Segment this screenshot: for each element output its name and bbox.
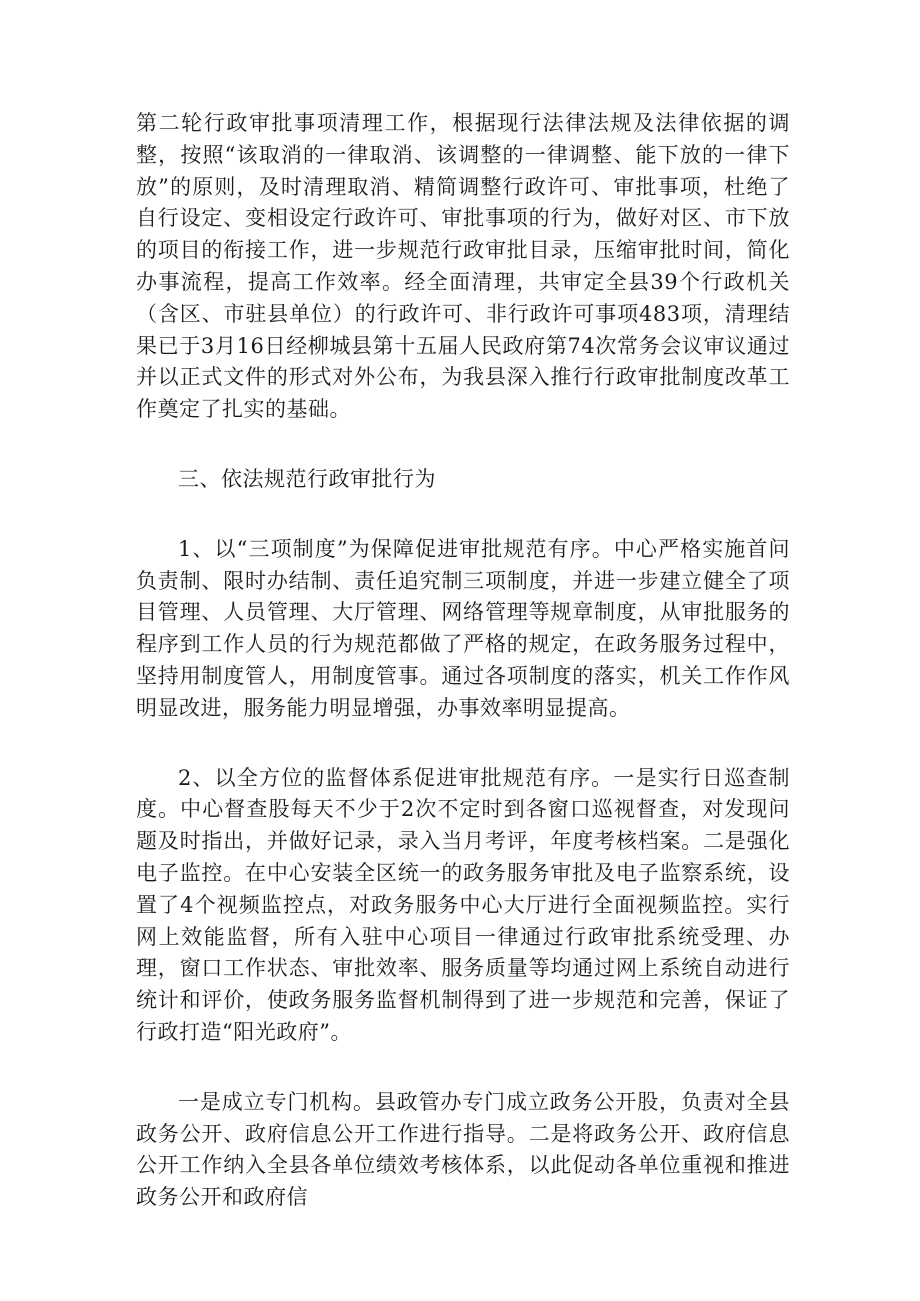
paragraph-gap xyxy=(136,426,790,464)
paragraph-gap xyxy=(136,1049,790,1087)
section-heading-three: 三、依法规范行政审批行为 xyxy=(178,466,436,491)
paragraph-dedicated-agency: 一是成立专门机构。县政管办专门成立政务公开股，负责对全县政务公开、政府信息公开工作进行指导。二是将政务公开、政府信息公开工作纳入全县各单位绩效考核体系，以此促动各单位重视和推进政务公开和政府信 xyxy=(136,1089,790,1210)
paragraph-gap xyxy=(136,725,790,763)
document-body xyxy=(136,108,790,1214)
paragraph-supervision-system: 2、以全方位的监督体系促进审批规范有序。一是实行日巡查制度。中心督查股每天不少于2次不定时到各窗口巡视督查，对发现问题及时指出，并做好记录，录入当月考评，年度考核档案。二是强化电子监控。在中心安装全区统一的政务服务审批及电子监察系统，设置了4个视频监控点，对政务服务中心大厅进行全面视频监控。实行网上效能监督，所有入驻中心项目一律通过行政审批系统受理、办理，窗口工作状态、审批效率、服务质量等均通过网上系统自动进行统计和评价，使政务服务监督机制得到了进一步规范和完善，保证了行政打造“阳光政府”。 xyxy=(136,765,790,1044)
paragraph-gap xyxy=(136,496,790,534)
paragraph-review-cleanup: 第二轮行政审批事项清理工作，根据现行法律法规及法律依据的调整，按照“该取消的一律取消、该调整的一律调整、能下放的一律下放”的原则，及时清理取消、精简调整行政许可、审批事项，杜绝了自行设定、变相设定行政许可、审批事项的行为，做好对区、市下放的项目的衔接工作，进一步规范行政审批目录，压缩审批时间，简化办事流程，提高工作效率。经全面清理，共审定全县39个行政机关（含区、市驻县单位）的行政许可、非行政许可事项483项，清理结果已于3月16日经柳城县第十五届人民政府第74次常务会议审议通过并以正式文件的形式对外公布，为我县深入推行行政审批制度改革工作奠定了扎实的基础。 xyxy=(136,111,790,422)
paragraph-three-systems: 1、以“三项制度”为保障促进审批规范有序。中心严格实施首问负责制、限时办结制、责任追究制三项制度，并进一步建立健全了项目管理、人员管理、大厅管理、网络管理等规章制度，从审批服务的程序到工作人员的行为规范都做了严格的规定，在政务服务过程中，坚持用制度管人，用制度管事。通过各项制度的落实，机关工作作风明显改进，服务能力明显增强，办事效率明显提高。 xyxy=(136,536,790,720)
